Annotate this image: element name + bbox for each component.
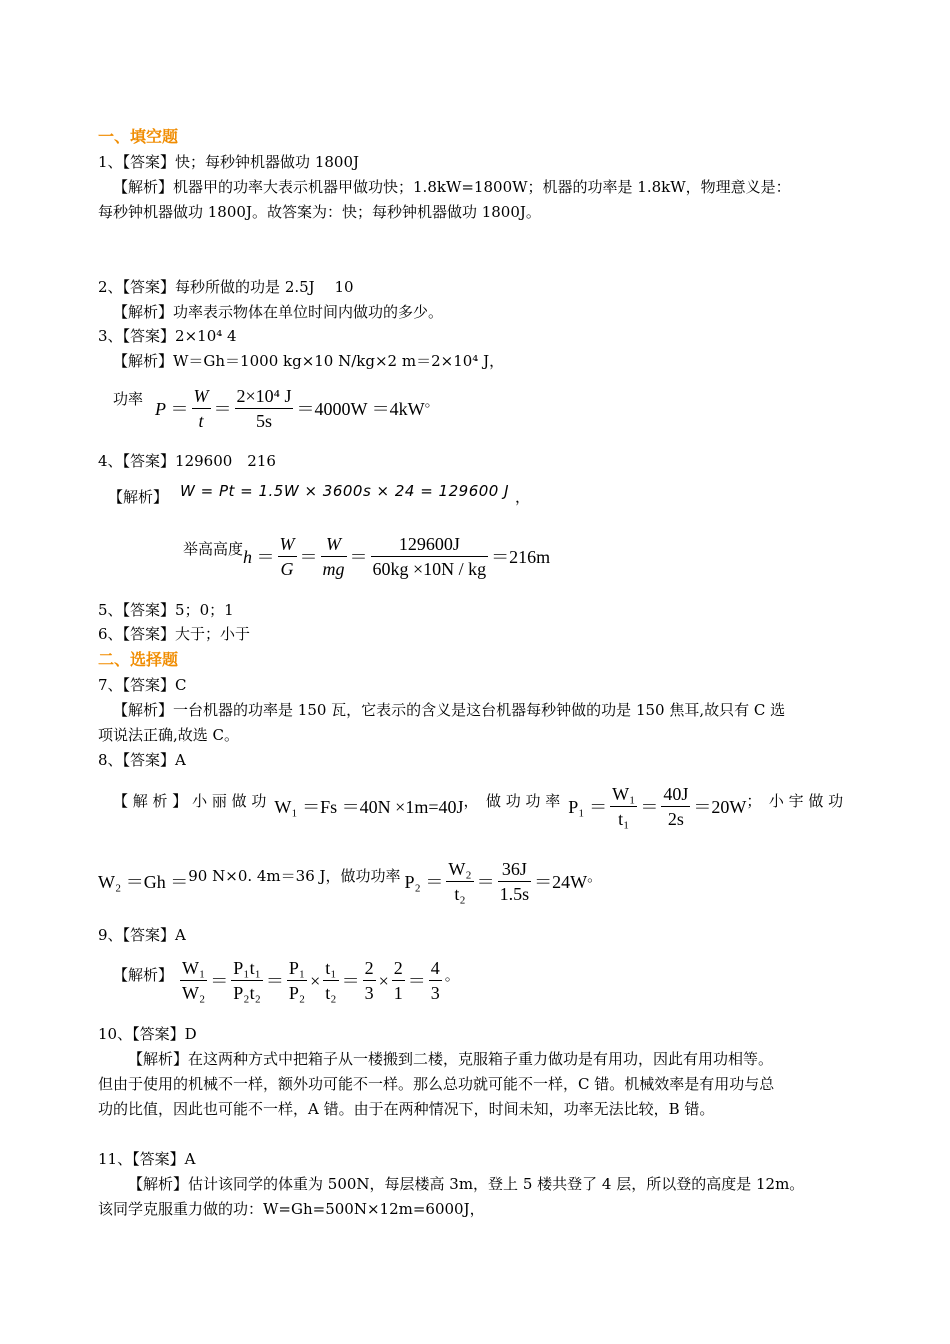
q10-explanation-line2: 但由于使用的机械不一样，额外功可能不一样。那么总功就可能不一样，C 错。机械效率是有用功与总 [98,1075,775,1093]
q9-frac-c-num: P₁ [287,956,307,981]
q3-explanation: 【解析】W＝Gh＝1000 kg×10 N/kg×2 m＝2×10⁴ J， [113,352,505,370]
q1-explanation-line2: 每秒钟机器做功 1800J。故答案为：快；每秒钟机器做功 1800J。 [98,203,541,221]
q8-explanation-line1: 【 解 析 】 小 丽 做 功 W₁ ＝Fs ＝40N ×1m=40J ， 做 功 功 率 P₁ ＝ $\frac{\text{W₁}}{\text{t₁}}$ ＝ $\frac{40J}{2s}$ ＝20W ； 小 宇 做 功 [113,784,844,829]
q4-explanation-label: 【解析】 [108,488,169,506]
q9-frac-g-den: 3 [430,983,440,1003]
q4-frac3-num: 129600J [371,532,489,557]
q8-text-d: 90 N×0. 4m＝36 J，做功功率 [188,866,401,885]
q3-frac-num: W [192,384,211,409]
q5-answer: 5、【答案】5；0；1 [98,601,234,619]
q4-fraction-w-over-mg [321,532,347,581]
q8-frac4-num: 36J [498,857,532,882]
q8-fraction-w1-over-t1 [610,782,637,831]
q8-frac3-den: t₂ [454,884,466,904]
q8-fraction-36j-over-1.5s [498,857,532,906]
q9-frac-a-num: W₁ [180,956,207,981]
q3-fraction-w-over-t [192,384,211,433]
q4-answer: 4、【答案】129600 216 [98,452,276,470]
q7-explanation-line1: 【解析】一台机器的功率是 150 瓦，它表示的含义是这台机器每秒钟做的功是 150 焦耳,故只有 C 选 [113,701,786,719]
q9-frac-c-den: P₂ [288,983,306,1003]
q8-fraction-40j-over-2s [661,782,690,831]
q8-fraction-w2-over-t2 [446,857,473,906]
q8-frac1-num: W₁ [610,782,637,807]
q8-end-mark: 。 [587,866,603,885]
q7-explanation-line2: 项说法正确,故选 C。 [98,726,240,744]
q4-work-formula [108,480,531,506]
q8-answer: 8、【答案】A [98,751,186,769]
q9-fraction-p1-p2 [287,956,307,1005]
q3-power-formula: 功率 P ＝ $\frac{W}{t}$ ＝ $\frac{\text{2×10⁴ J}}{5s}$ ＝4000W ＝4kW 。 [113,386,440,431]
q8-explanation-line2: W₂ ＝Gh ＝ 90 N×0. 4m＝36 J，做功功率 P₂ ＝ $\frac{\text{W₂}}{\text{t₂}}$ ＝ $\frac{36J}{1.5s}$ ＝24W 。 [98,859,603,904]
q4-frac2-num: W [321,532,347,557]
q4-frac3-den: 60kg ×10N / kg [372,559,487,579]
q11-explanation-line2: 该同学克服重力做的功：W=Gh=500N×12m=6000J， [98,1200,485,1218]
section-title-multiple-choice: 二、选择题 [98,650,179,669]
q4-symbol-h: h [243,546,253,567]
q11-answer: 11、【答案】A [98,1150,196,1168]
q8-text-a: 【 解 析 】 小 丽 做 功 [113,791,267,810]
q9-explanation-label: 【解析】 [113,965,174,984]
q8-w2-formula: W₂ ＝Gh ＝ [98,871,189,892]
q3-symbol-p: P [155,398,167,419]
q4-frac1-num: W [278,532,297,557]
q3-result: ＝4000W ＝4kW [296,398,425,419]
q3-power-label: 功率 [113,389,144,408]
q9-frac-e-den: 3 [364,983,374,1003]
q9-frac-b-den: P₂t₂ [233,983,261,1003]
q10-answer: 10、【答案】D [98,1025,197,1043]
q9-frac-g-num: 4 [429,956,442,981]
q10-explanation-line3: 功的比值，因此也可能不一样，A 错。由于在两种情况下，时间未知，功率无法比较，B 错。 [98,1100,715,1118]
q8-p1-symbol: P₁ ＝ [568,796,608,817]
q9-frac-f-den: 1 [393,983,403,1003]
q4-frac1-den: G [280,559,294,579]
q9-frac-b-num: P₁t₁ [231,956,263,981]
q4-height-label: 举高高度 [183,539,244,558]
q4-fraction-value [371,532,489,581]
q11-explanation-line1: 【解析】估计该同学的体重为 500N，每层楼高 3m，登上 5 楼共登了 4 层，所以登的高度是 12m。 [128,1175,805,1193]
q9-fraction-p1t1-p2t2 [231,956,263,1005]
q3-answer: 3、【答案】2×10⁴ 4 [98,327,237,345]
q8-frac4-den: 1.5s [499,884,530,904]
q10-explanation-line1: 【解析】在这两种方式中把箱子从一楼搬到二楼，克服箱子重力做功是有用功，因此有用功相等。 [128,1050,774,1068]
q8-text-b: ， 做 功 功 率 [463,791,561,810]
q3-frac2-den: 5s [255,411,272,431]
section-title-fill-in: 一、填空题 [98,127,179,146]
q6-answer: 6、【答案】大于；小于 [98,625,251,643]
q3-frac-den: t [198,411,204,431]
q9-fraction-2-3 [363,956,376,1005]
q4-comma: ， [515,488,531,506]
q9-frac-d-den: t₂ [325,983,337,1003]
q1-answer: 1、【答案】快；每秒钟机器做功 1800J [98,153,360,171]
q2-answer: 2、【答案】每秒所做的功是 2.5J 10 [98,278,354,296]
q8-w1-formula: W₁ ＝Fs ＝40N ×1m=40J [274,796,464,817]
q4-frac2-den: mg [322,559,345,579]
q3-fraction-value [235,384,294,433]
q9-frac-e-num: 2 [363,956,376,981]
q8-frac1-den: t₁ [618,809,630,829]
q9-frac-f-num: 2 [392,956,405,981]
q9-answer: 9、【答案】A [98,926,186,944]
q1-explanation-line1: 【解析】机器甲的功率大表示机器甲做功快；1.8kW=1800W；机器的功率是 1.8kW，物理意义是： [113,178,791,196]
q8-text-c: ； 小 宇 做 功 [746,791,844,810]
q9-fraction-4-3 [429,956,442,1005]
q3-frac2-num: 2×10⁴ J [235,384,294,409]
q9-fraction-2-1 [392,956,405,1005]
q3-end-mark: 。 [424,391,440,410]
q4-handwritten-formula: W = Pt = 1.5W × 3600s × 24 = 129600 J [180,482,510,500]
q9-frac-d-num: t₁ [323,956,338,981]
q8-p1-result: ＝20W [693,796,747,817]
q8-frac2-den: 2s [667,809,684,829]
q9-fraction-t1-t2 [323,956,338,1005]
q2-explanation: 【解析】功率表示物体在单位时间内做功的多少。 [113,303,444,321]
q8-p2-result: ＝24W [534,871,588,892]
q8-frac2-num: 40J [661,782,690,807]
q9-ratio-formula: 【解析】 $\frac{\text{W₁}}{\text{W₂}}$ ＝ $\frac{\text{P₁t₁}}{\text{P₂t₂}}$ ＝ $\frac{\text{P₁}}{\text{P₂}}$ × $\frac{\text{t₁}}{\text{t₂}}$ ＝ $\frac{2}{3}$ × $\frac{2}{1}$ ＝ $\frac{4}{3}$ 。 [113,958,460,1003]
q8-p2-symbol: P₂ ＝ [404,871,444,892]
q9-end-mark: 。 [444,965,460,984]
q4-height-formula: 举高高度 h ＝ $\frac{W}{G}$ ＝ $\frac{W}{mg}$ ＝ $\frac{129600J}{60kg \times 10N / kg}$ ＝216m [183,534,551,579]
q7-answer: 7、【答案】C [98,676,187,694]
q4-result: ＝216m [491,546,551,567]
q4-fraction-w-over-g [278,532,297,581]
q9-fraction-w1-w2 [180,956,207,1005]
q9-frac-a-den: W₂ [182,983,206,1003]
q8-frac3-num: W₂ [446,857,473,882]
